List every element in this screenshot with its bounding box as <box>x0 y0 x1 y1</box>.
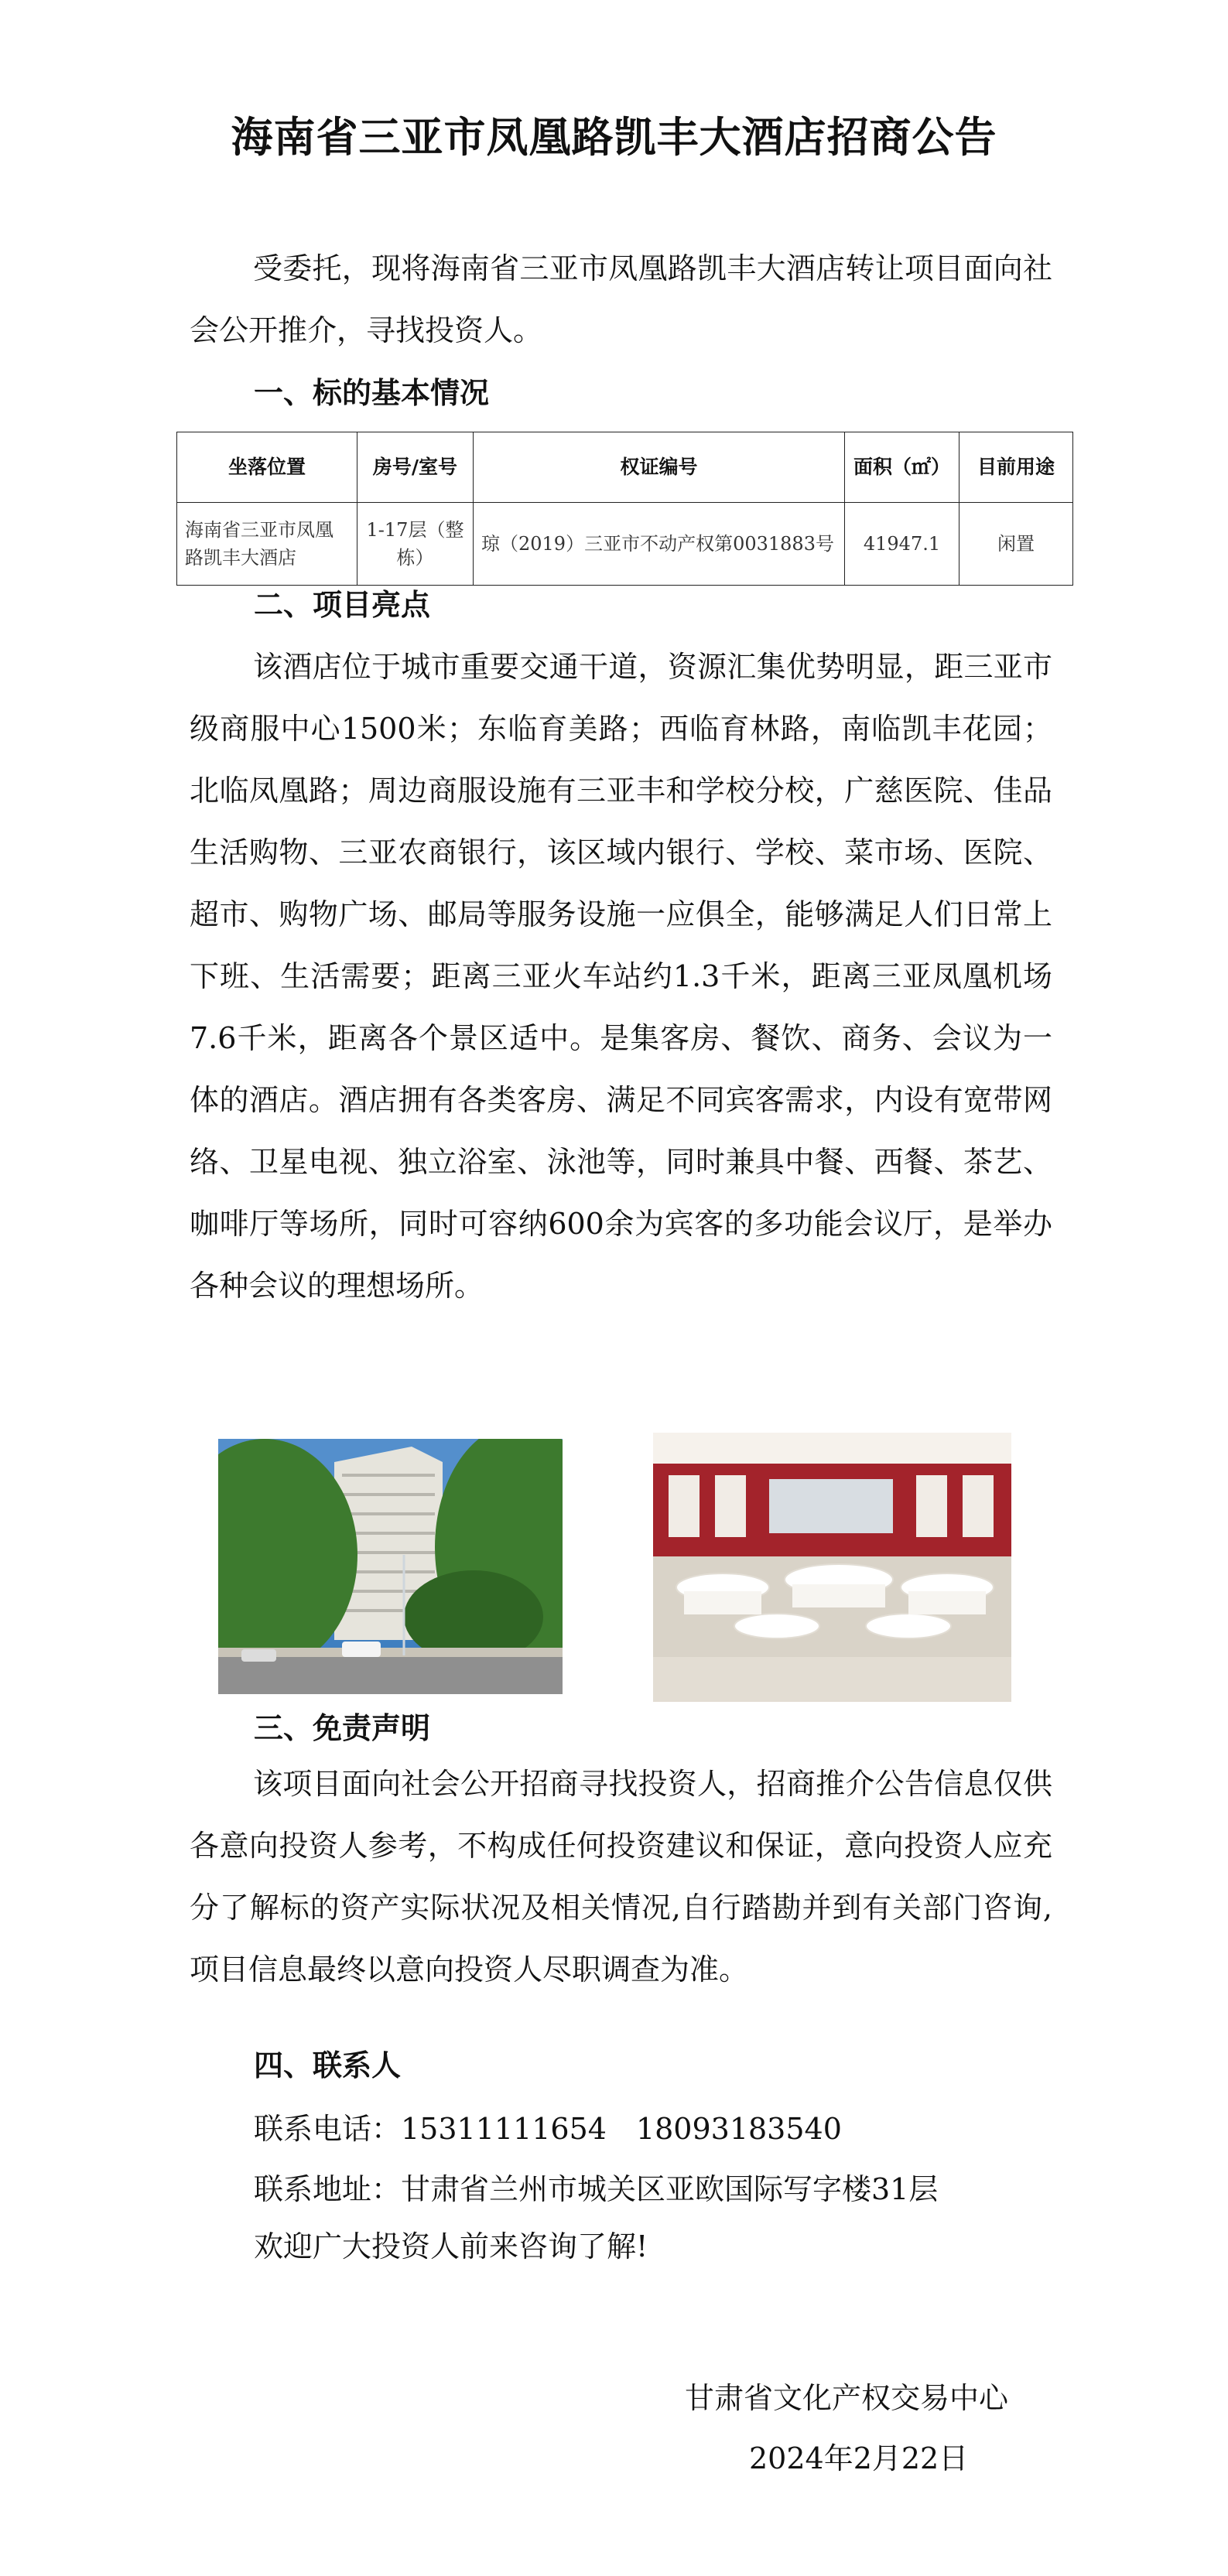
table-header-certificate: 权证编号 <box>474 432 845 503</box>
table-header-usage: 目前用途 <box>959 432 1073 503</box>
table-header-area: 面积（㎡） <box>845 432 959 503</box>
signature-date: 2024年2月22日 <box>749 2441 969 2475</box>
table-header-location: 坐落位置 <box>177 432 357 503</box>
table-header-room: 房号/室号 <box>357 432 474 503</box>
signature-organization: 甘肃省文化产权交易中心 <box>685 2381 1009 2415</box>
table-cell-usage: 闲置 <box>959 503 1073 586</box>
section-heading-contact: 四、联系人 <box>254 2048 402 2082</box>
page-title: 海南省三亚市凤凰路凯丰大酒店招商公告 <box>231 113 997 162</box>
section-heading-highlights: 二、项目亮点 <box>254 588 431 622</box>
property-info-table <box>176 432 1073 586</box>
table-cell-room: 1-17层（整栋） <box>357 503 474 586</box>
section-heading-disclaimer: 三、免责声明 <box>254 1711 431 1745</box>
table-cell-area: 41947.1 <box>845 503 959 586</box>
contact-address: 联系地址：甘肃省兰州市城关区亚欧国际写字楼31层 <box>254 2172 939 2206</box>
table-cell-certificate: 琼（2019）三亚市不动产权第0031883号 <box>474 503 845 586</box>
banquet-hall-photo <box>653 1433 1011 1702</box>
disclaimer-paragraph: 该项目面向社会公开招商寻找投资人，招商推介公告信息仅供各意向投资人参考，不构成任何投资建议和保证，意向投资人应充分了解标的资产实际状况及相关情况,自行踏勘并到有关部门咨询,项目信息最终以意向投资人尽职调查为准。 <box>190 1767 1052 1987</box>
highlights-paragraph: 该酒店位于城市重要交通干道，资源汇集优势明显，距三亚市级商服中心1500米；东临育美路；西临育林路，南临凯丰花园；北临凤凰路；周边商服设施有三亚丰和学校分校，广慈医院、佳品生活购物、三亚农商银行，该区域内银行、学校、菜市场、医院、超市、购物广场、邮局等服务设施一应俱全，能够满足人们日常上下班、生活需要；距离三亚火车站约1.3千米，距离三亚凤凰机场7.6千米，距离各个景区适中。是集客房、餐饮、商务、会议为一体的酒店。酒店拥有各类客房、满足不同宾客需求，内设有宽带网络、卫星电视、独立浴室、泳池等，同时兼具中餐、西餐、茶艺、咖啡厅等场所，同时可容纳600余为宾客的多功能会议厅，是举办各种会议的理想场所。 <box>190 650 1052 1303</box>
contact-phone: 联系电话：15311111654 18093183540 <box>254 2112 842 2146</box>
table-cell-location: 海南省三亚市凤凰路凯丰大酒店 <box>177 503 357 586</box>
table-header-row <box>177 432 1073 503</box>
table-row <box>177 503 1073 586</box>
hotel-exterior-photo <box>218 1439 563 1694</box>
section-heading-basic-info: 一、标的基本情况 <box>254 376 490 410</box>
welcome-text: 欢迎广大投资人前来咨询了解! <box>254 2229 648 2263</box>
intro-paragraph: 受委托，现将海南省三亚市凤凰路凯丰大酒店转让项目面向社会公开推介，寻找投资人。 <box>190 251 1052 347</box>
